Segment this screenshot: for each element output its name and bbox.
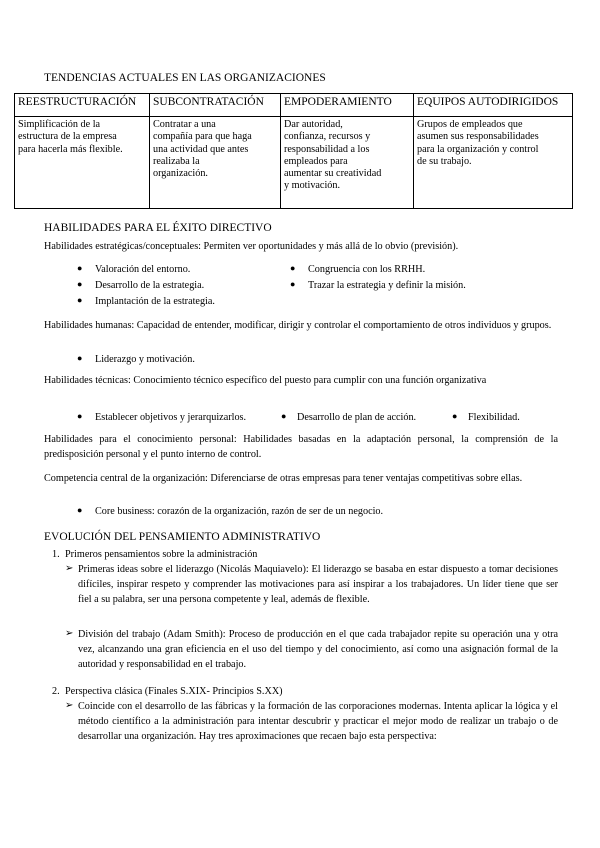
list-item: Congruencia con los RRHH. xyxy=(308,264,426,275)
bullet-icon: ● xyxy=(77,279,83,289)
bullet-icon: ● xyxy=(290,263,296,273)
numbered-item-title: Primeros pensamientos sobre la administración xyxy=(65,549,258,560)
table-cell-line: compañía para que haga xyxy=(153,131,252,143)
table-cell-line: de su trabajo. xyxy=(417,155,472,167)
table-cell-line: organización. xyxy=(153,168,208,180)
table-cell-line: asumen sus responsabilidades xyxy=(417,131,539,143)
table-cell-line: realizaba la xyxy=(153,155,200,167)
table-cell-line: Simplificación de la xyxy=(18,119,101,130)
list-number: 2. xyxy=(52,686,60,697)
strategic-skills-text: Habilidades estratégicas/conceptuales: Permiten ver oportunidades y más allá de lo obvio (previsión). xyxy=(44,241,459,252)
bullet-icon: ● xyxy=(77,505,83,515)
table-cell-line: Dar autoridad, xyxy=(284,119,343,130)
section-title-tendencias: TENDENCIAS ACTUALES EN LAS ORGANIZACIONES xyxy=(44,72,326,84)
tendencias-table xyxy=(14,93,573,209)
list-number: 1. xyxy=(52,549,60,560)
table-cell-line: Grupos de empleados que xyxy=(417,119,523,130)
list-item: Liderazgo y motivación. xyxy=(95,354,195,365)
table-header-cell: SUBCONTRATACIÓN xyxy=(150,94,281,117)
list-item: Core business: corazón de la organización, razón de ser de un negocio. xyxy=(95,506,384,517)
table-header-cell: EMPODERAMIENTO xyxy=(281,94,414,117)
list-item: Valoración del entorno. xyxy=(95,264,191,275)
list-item: Flexibilidad. xyxy=(468,412,520,423)
table-cell-line: para hacerla más flexible. xyxy=(18,143,123,155)
table-cell xyxy=(15,117,150,209)
list-item: Trazar la estrategia y definir la misión. xyxy=(308,280,466,291)
table-cell-line: una actividad que antes xyxy=(153,143,249,155)
list-item: Establecer objetivos y jerarquizarlos. xyxy=(95,412,247,423)
arrow-bullet-icon: ➢ xyxy=(65,700,74,711)
table-header-cell: REESTRUCTURACIÓN xyxy=(15,94,150,117)
sub-item-text: División del trabajo (Adam Smith): Proceso de producción en el que cada trabajador repite su operación una y otra vez, alcanzando una gran eficiencia en el uso del tiempo y del conocimiento, así como una asignación formal de la autoridad y responsabilidad en el trabajo. xyxy=(78,629,558,670)
bullet-icon: ● xyxy=(77,263,83,273)
table-header-row xyxy=(15,94,573,117)
sub-item-text: Primeras ideas sobre el liderazgo (Nicolás Maquiavelo): El liderazgo se basaba en estar dispuesto a tomar decisiones difíciles, inspirar respeto y comprender las motivaciones para así inspirar a los trabajadores. Un líder tiene que ser fiel a su palabra, ser una persona competente y leal, además de flexible. xyxy=(78,564,558,605)
section-title-evolucion: EVOLUCIÓN DEL PENSAMIENTO ADMINISTRATIVO xyxy=(44,531,321,543)
table-cell-line: confianza, recursos y xyxy=(284,131,371,143)
sub-item-text: Coincide con el desarrollo de las fábricas y la formación de las corporaciones modernas. Intenta aplicar la lógica y el método científico a la administración para intentar descubrir y practicar el mejor modo de realizar un trabajo o de desarrollar una organización. Hay tres aproximaciones que recaen bajo esta perspectiva: xyxy=(78,701,558,742)
list-item: Desarrollo de la estrategia. xyxy=(95,280,205,291)
table-cell-line: empleados para xyxy=(284,155,348,167)
table-cell-line: para la organización y control xyxy=(417,143,539,155)
arrow-bullet-icon: ➢ xyxy=(65,628,74,639)
table-row xyxy=(15,117,573,209)
table-cell xyxy=(150,117,281,209)
table-header-cell: EQUIPOS AUTODIRIGIDOS xyxy=(414,94,573,117)
human-skills-text: Habilidades humanas: Capacidad de entender, modificar, dirigir y controlar el comportamiento de otros individuos y grupos. xyxy=(44,320,552,331)
table-cell xyxy=(281,117,414,209)
table-cell-line: Contratar a una xyxy=(153,119,216,130)
table-cell xyxy=(414,117,573,209)
list-item: Desarrollo de plan de acción. xyxy=(297,412,417,423)
bullet-icon: ● xyxy=(77,411,83,421)
bullet-icon: ● xyxy=(452,411,458,421)
bullet-icon: ● xyxy=(290,279,296,289)
technical-skills-text: Habilidades técnicas: Conocimiento técnico específico del puesto para cumplir con una función organizativa xyxy=(44,375,487,386)
list-item: Implantación de la estrategia. xyxy=(95,296,215,307)
arrow-bullet-icon: ➢ xyxy=(65,563,74,574)
section-title-habilidades: HABILIDADES PARA EL ÉXITO DIRECTIVO xyxy=(44,222,272,234)
bullet-icon: ● xyxy=(281,411,287,421)
table-cell-line: estructura de la empresa xyxy=(18,131,117,143)
personal-skills-text: Habilidades para el conocimiento personal: Habilidades basadas en la adaptación personal, la comprensión de la predisposición personal y el punto interno de control. xyxy=(44,434,558,460)
numbered-item-title: Perspectiva clásica (Finales S.XIX- Principios S.XX) xyxy=(65,686,283,697)
bullet-icon: ● xyxy=(77,353,83,363)
core-competence-text: Competencia central de la organización: Diferenciarse de otras empresas para tener ventajas competitivas sobre ellas. xyxy=(44,473,523,484)
table-cell-line: y motivación. xyxy=(284,180,341,192)
table-cell-line: responsabilidad a los xyxy=(284,143,370,155)
bullet-icon: ● xyxy=(77,295,83,305)
table-cell-line: aumentar su creatividad xyxy=(284,168,382,180)
